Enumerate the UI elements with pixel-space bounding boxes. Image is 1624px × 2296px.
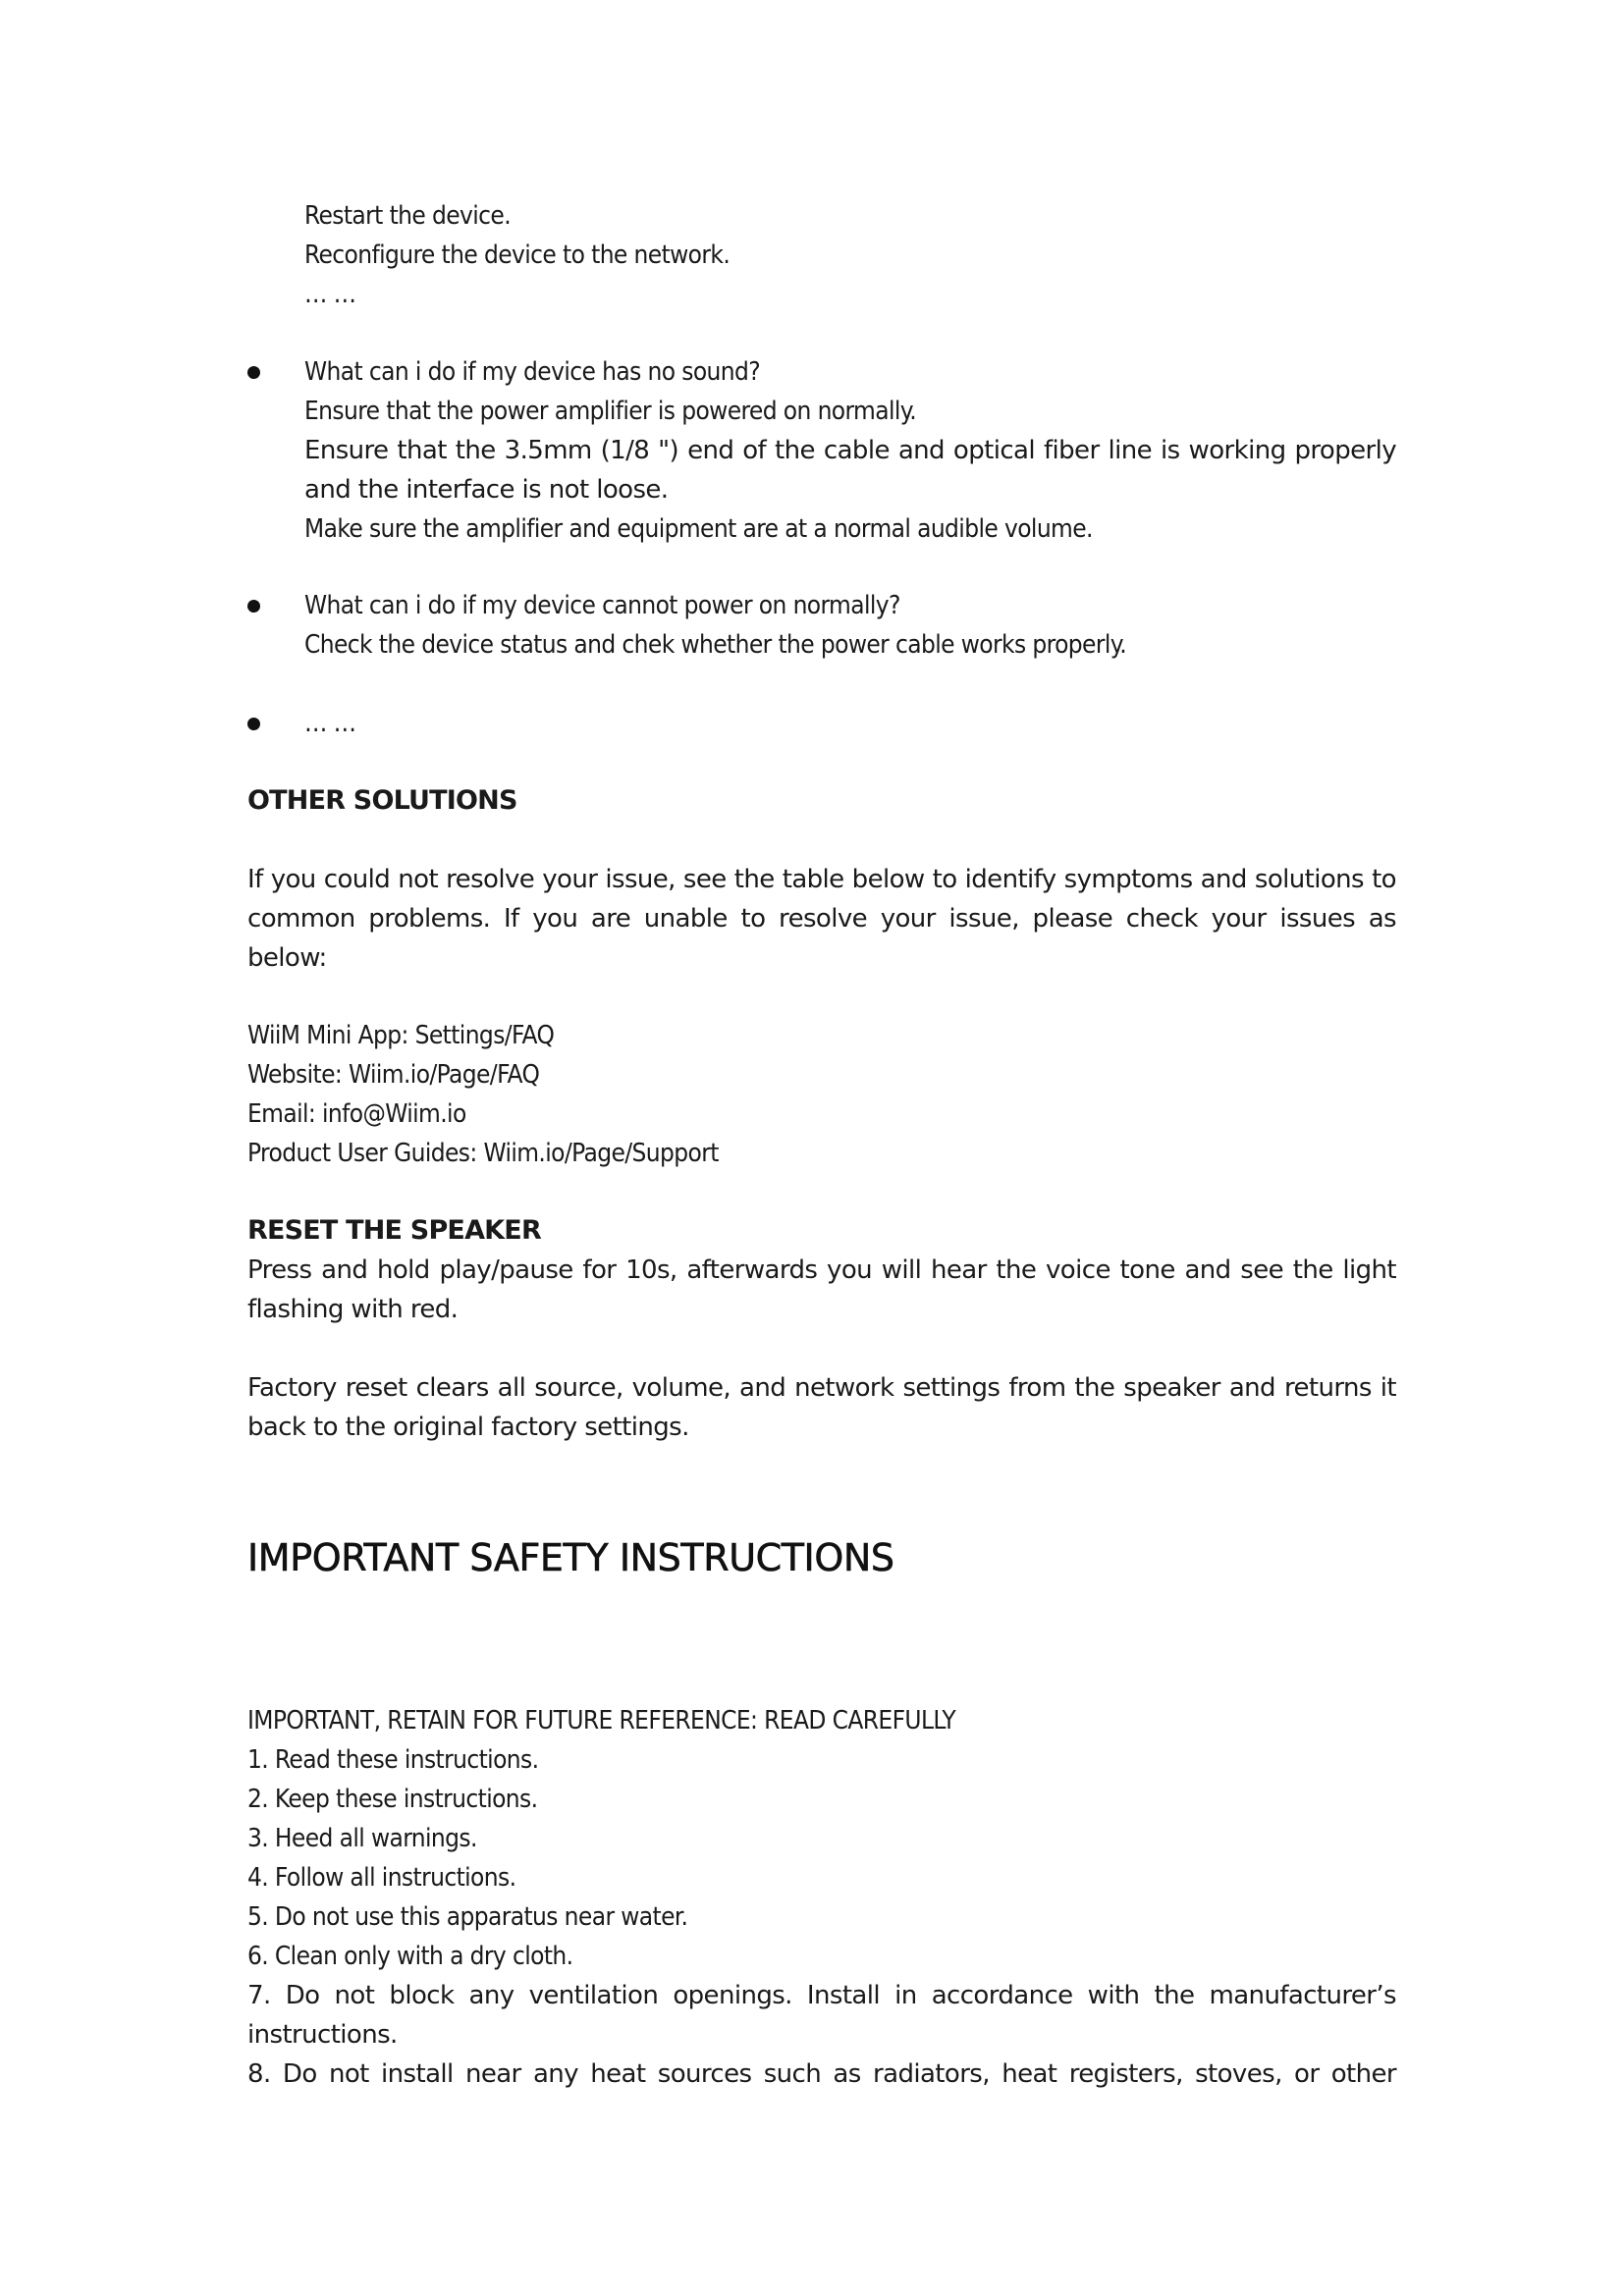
section-heading-other-solutions: OTHER SOLUTIONS [247, 785, 517, 816]
resource-website: Website: Wiim.io/Page/FAQ [247, 1060, 540, 1090]
reset-instruction: Press and hold play/pause for 10s, afterwards you will hear the voice tone and see the light flashing with red. [247, 1255, 1396, 1324]
safety-item: 2. Keep these instructions. [247, 1785, 538, 1814]
section-heading-safety: IMPORTANT SAFETY INSTRUCTIONS [247, 1536, 894, 1579]
faq-answer: Check the device status and chek whether the power cable works properly. [304, 630, 1127, 660]
step-restart: Restart the device. [304, 201, 512, 231]
faq-question: What can i do if my device cannot power on normally? [304, 591, 900, 620]
safety-item: 7. Do not block any ventilation openings. Install in accordance with the manufacturer’s instructions. [247, 1981, 1396, 2050]
bullet-icon [247, 366, 260, 379]
safety-item: 3. Heed all warnings. [247, 1824, 477, 1853]
reset-note: Factory reset clears all source, volume, and network settings from the speaker and returns it back to the original factory settings. [247, 1373, 1396, 1442]
safety-item: 1. Read these instructions. [247, 1745, 539, 1775]
safety-item: 8. Do not install near any heat sources such as radiators, heat registers, stoves, or other [247, 2059, 1396, 2089]
other-solutions-intro: If you could not resolve your issue, see the table below to identify symptoms and solutions to common problems. If you are unable to resolve your issue, please check your issues as below: [247, 865, 1396, 973]
safety-item: 5. Do not use this apparatus near water. [247, 1902, 688, 1932]
resource-email: Email: info@Wiim.io [247, 1099, 466, 1129]
safety-item: 6. Clean only with a dry cloth. [247, 1942, 573, 1971]
resource-user-guides: Product User Guides: Wiim.io/Page/Support [247, 1139, 719, 1168]
faq-question: What can i do if my device has no sound? [304, 357, 761, 387]
ellipsis: … … [304, 280, 356, 309]
safety-item: 4. Follow all instructions. [247, 1863, 516, 1893]
section-heading-reset: RESET THE SPEAKER [247, 1215, 541, 1246]
bullet-icon [247, 718, 260, 730]
bullet-icon [247, 600, 260, 613]
faq-question: … … [304, 709, 356, 738]
faq-answer: Ensure that the 3.5mm (1/8 ") end of the cable and optical fiber line is working properly and the interface is not loose. [304, 436, 1396, 505]
faq-answer: Make sure the amplifier and equipment are at a normal audible volume. [304, 514, 1093, 544]
step-reconfigure: Reconfigure the device to the network. [304, 240, 731, 270]
faq-answer: Ensure that the power amplifier is powered on normally. [304, 397, 917, 426]
safety-subheading: IMPORTANT, RETAIN FOR FUTURE REFERENCE: READ CAREFULLY [247, 1706, 956, 1735]
resource-app: WiiM Mini App: Settings/FAQ [247, 1021, 555, 1050]
